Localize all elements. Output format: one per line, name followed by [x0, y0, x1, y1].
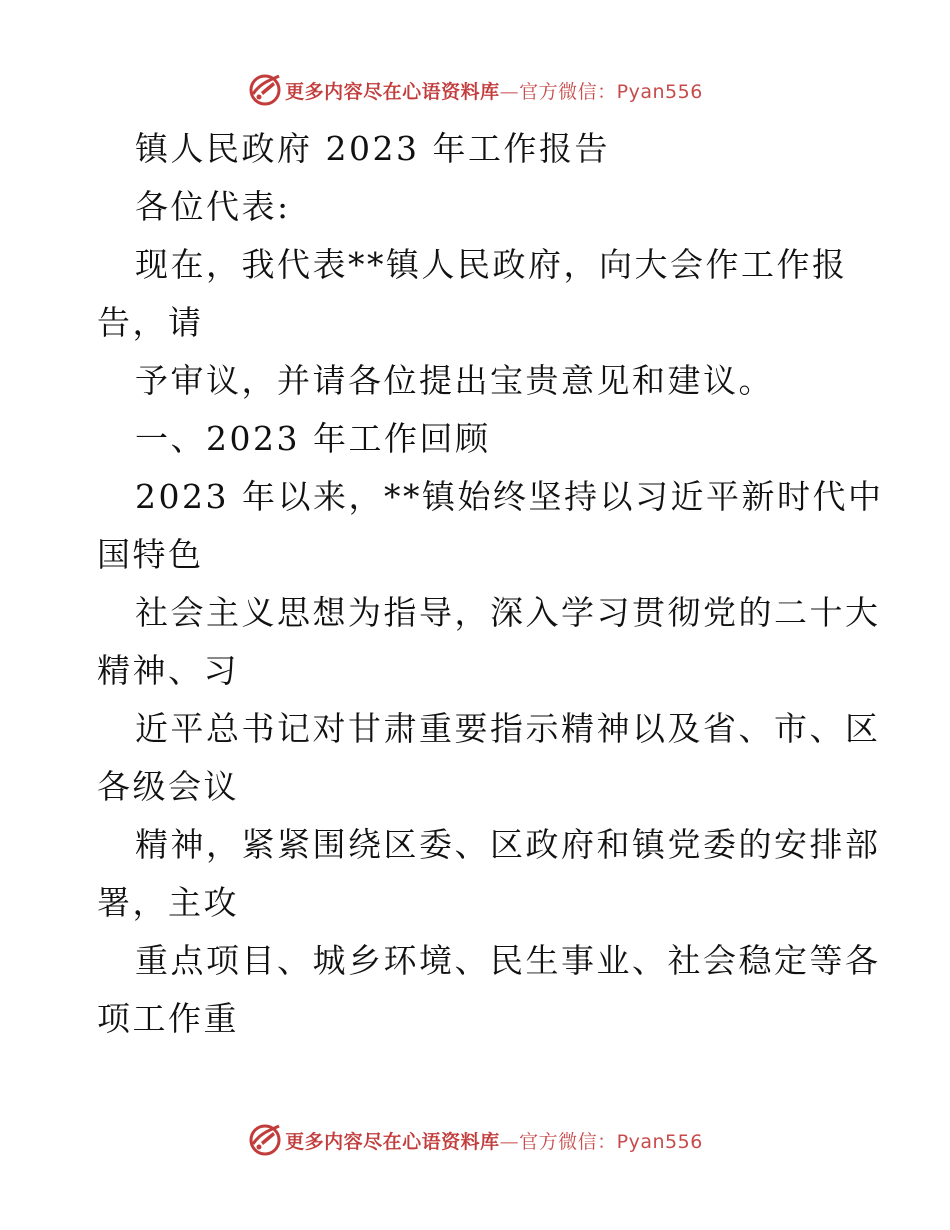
- paragraph-line: 社会主义思想为指导，深入学习贯彻党的二十大: [135, 593, 881, 632]
- paragraph-line: 现在，我代表**镇人民政府，向大会作工作报: [135, 245, 848, 284]
- watermark-dash: —: [499, 1130, 520, 1153]
- watermark-contact: 官方微信：Pyan556: [519, 1130, 703, 1153]
- header-watermark: [0, 70, 950, 110]
- paragraph-line: 重点项目、城乡环境、民生事业、社会稳定等各: [135, 941, 881, 980]
- salutation: 各位代表:: [135, 187, 291, 226]
- paragraph-line: 近平总书记对甘肃重要指示精神以及省、市、区: [135, 709, 881, 748]
- section-heading: 一、2023 年工作回顾: [135, 419, 491, 458]
- watermark-brand: 更多内容尽在心语资料库: [285, 1130, 500, 1153]
- paragraph-line: 精神，紧紧围绕区委、区政府和镇党委的安排部: [135, 825, 881, 864]
- paragraph-line: 2023 年以来，**镇始终坚持以习近平新时代中: [135, 477, 884, 516]
- watermark-text: [285, 1127, 703, 1154]
- pen-logo-icon: [247, 1122, 283, 1158]
- pen-logo-icon: [247, 72, 283, 108]
- paragraph-line: 国特色: [97, 535, 204, 574]
- paragraph-line: 精神、习: [97, 651, 239, 690]
- watermark-dash: —: [499, 80, 520, 103]
- paragraph-line: 署，主攻: [97, 883, 239, 922]
- watermark-text: [285, 77, 703, 104]
- paragraph-line: 予审议，并请各位提出宝贵意见和建议。: [135, 361, 774, 400]
- watermark-brand: 更多内容尽在心语资料库: [285, 80, 500, 103]
- paragraph-line: 项工作重: [97, 999, 239, 1038]
- paragraph-line: 各级会议: [97, 767, 239, 806]
- watermark-contact: 官方微信：Pyan556: [519, 80, 703, 103]
- paragraph-line: 告，请: [97, 303, 204, 342]
- document-title: 镇人民政府 2023 年工作报告: [135, 129, 610, 168]
- footer-watermark: [0, 1120, 950, 1160]
